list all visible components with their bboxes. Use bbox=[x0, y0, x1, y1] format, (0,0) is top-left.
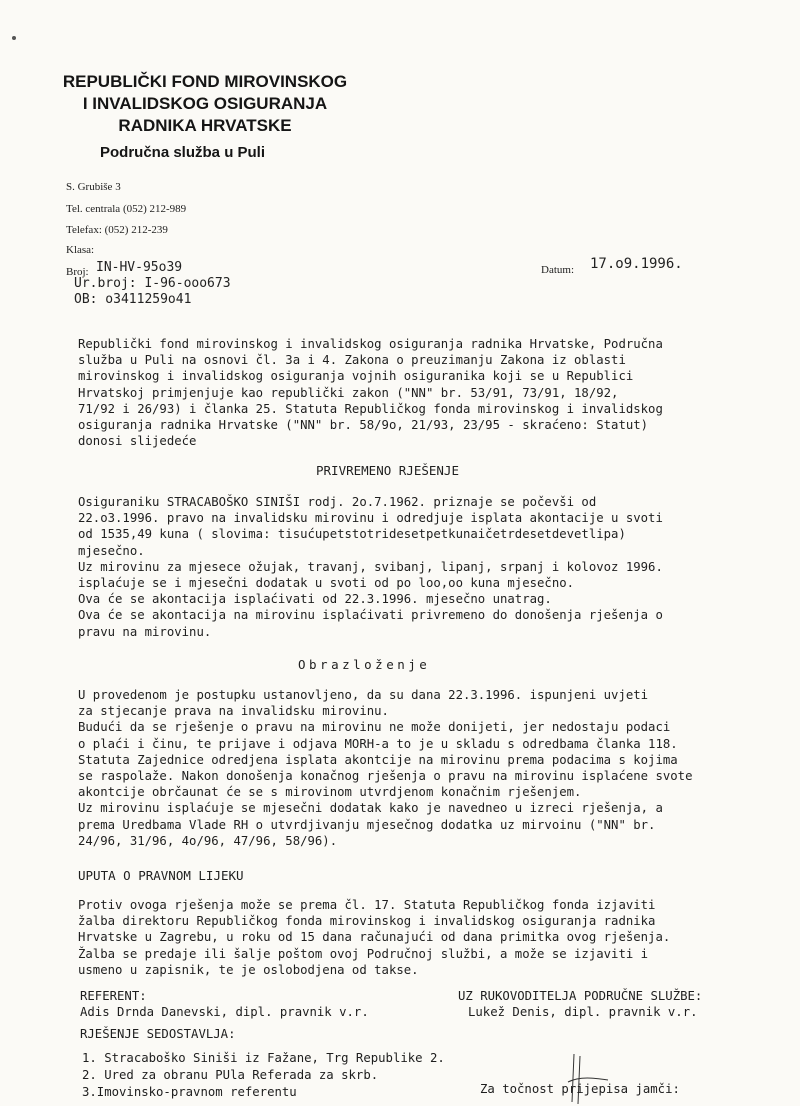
decision-title: PRIVREMENO RJEŠENJE bbox=[316, 463, 459, 478]
urbroj: Ur.broj: I-96-ooo673 bbox=[74, 276, 231, 291]
telefax: Telefax: (052) 212-239 bbox=[66, 224, 168, 236]
ink-mark bbox=[12, 36, 16, 40]
office-name: Područna služba u Puli bbox=[100, 144, 266, 161]
decision-paragraph: Osiguraniku STRACABOŠKO SINIŠI rodj. 2o.7.1962. priznaje se počevši od 22.o3.1996. pravo na invalidsku mirovinu i odredjuje isplata akontacije u svoti od 1535,49 kuna ( slovima: tisućupetstotridesetpetkunaičetrdesetdevetlipa) mjesečno. Uz mirovinu za mjesece ožujak, travanj, svibanj, lipanj, srpanj i kolovoz 1996. isplaćuje se i mjesečni dodatak u svoti od po loo,oo kuna mjesečno. Ova će se akontacija isplaćivati od 22.3.1996. mjesečno unatrag. Ova će se akontacija na mirovinu isplaćivati privremeno do donošenja rješenja o pravu na mirovinu. bbox=[78, 495, 663, 639]
reasoning-paragraph: U provedenom je postupku ustanovljeno, da su dana 22.3.1996. ispunjeni uvjeti za stjecanje prava na invalidsku mirovinu. Budući da se rješenje o pravu na mirovinu ne može donijeti, jer nedostaju podaci o plaći i činu, te prijave i odjava MORH-a to je u skladu s odredbama članka 118. Statuta Zajednice odredjena isplata akontcije na mirovinu prema podacima s kojima se raspolaže. Nakon donošenja konačnog rješenja o pravu na mirovinu isplaćene svote akontcije obrčaunat će se s mirovinom utvrdjenom konačnim rješenjem. Uz mirovinu isplaćuje se mjesečni dodatak kako je navedneo u izreci rješenja, a prema Uredbama Vlade RH o utvrdjivanju mjesečnog dodatka uz mirvoinu ("NN" br. 24/96, 31/96, 4o/96, 47/96, 58/96). bbox=[78, 688, 693, 848]
delivery-item: 3.Imovinsko-pravnom referentu bbox=[82, 1085, 297, 1099]
delivery-list bbox=[82, 1050, 445, 1101]
certification-text: Za točnost prijepisa jamči: bbox=[480, 1082, 680, 1096]
delivery-item: 1. Stracaboško Siniši iz Fažane, Trg Republike 2. bbox=[82, 1051, 445, 1065]
date-value: 17.o9.1996. bbox=[590, 256, 683, 272]
referent-name: Adis Drnda Danevski, dipl. pravnik v.r. bbox=[80, 1005, 369, 1019]
broj-label: Broj: bbox=[66, 266, 89, 278]
referent-label: REFERENT: bbox=[80, 989, 147, 1003]
delivery-label: RJEŠENJE SEDOSTAVLJA: bbox=[80, 1027, 236, 1041]
signature-scribble bbox=[560, 1052, 620, 1106]
telephone: Tel. centrala (052) 212-989 bbox=[66, 203, 187, 215]
intro-paragraph: Republički fond mirovinskog i invalidskog osiguranja radnika Hrvatske, Područna služba u Puli na osnovi čl. 3a i 4. Zakona o preuzimanju Zakona iz oblasti mirovinskog i invalidskog osiguranja vojnih osiguranika koji se u Republici Hrvatskoj primjenjuje kao republički zakon ("NN" br. 53/91, 73/91, 18/92, 71/92 i 26/93) i članka 25. Statuta Republičkog fonda mirovinskog i invalidskog osiguranja radnika Hrvatske ("NN" br. 58/9o, 21/93, 23/95 - skraćeno: Statut) donosi slijedeće bbox=[78, 337, 663, 449]
referent-block bbox=[80, 988, 369, 1020]
reasoning-title: Obrazloženje bbox=[298, 657, 431, 672]
appeal-paragraph: Protiv ovoga rješenja može se prema čl. 17. Statuta Republičkog fonda izjaviti žalba direktoru Republičkog fonda mirovinskog i invalidskog osiguranja radnika Hrvatske u Zagrebu, u roku od 15 dana računajući od dana primitka ovog rješenja. Žalba se predaje ili šalje poštom ovoj Područnoj službi, a može se izjaviti i usmeno u zapisnik, te je oslobodjena od takse. bbox=[78, 898, 671, 977]
head-signature-block bbox=[458, 988, 702, 1020]
office-address: S. Grubiše 3 bbox=[66, 181, 121, 193]
head-label: UZ RUKOVODITELJA PODRUČNE SLUŽBE: bbox=[458, 989, 703, 1003]
ob-number: OB: o3411259o41 bbox=[74, 292, 192, 307]
date-label: Datum: bbox=[541, 264, 574, 276]
institution-name-line2: I INVALIDSKOG OSIGURANJA bbox=[82, 94, 328, 113]
institution-name-line3: RADNIKA HRVATSKE bbox=[118, 116, 292, 135]
delivery-item: 2. Ured za obranu PUla Referada za skrb. bbox=[82, 1068, 379, 1082]
klasa-label: Klasa: bbox=[66, 244, 95, 256]
appeal-title: UPUTA O PRAVNOM LIJEKU bbox=[78, 868, 244, 883]
institution-name-line1: REPUBLIČKI FOND MIROVINSKOG bbox=[62, 72, 348, 91]
broj-value: IN-HV-95o39 bbox=[96, 260, 183, 275]
head-name: Lukež Denis, dipl. pravnik v.r. bbox=[468, 1005, 698, 1019]
